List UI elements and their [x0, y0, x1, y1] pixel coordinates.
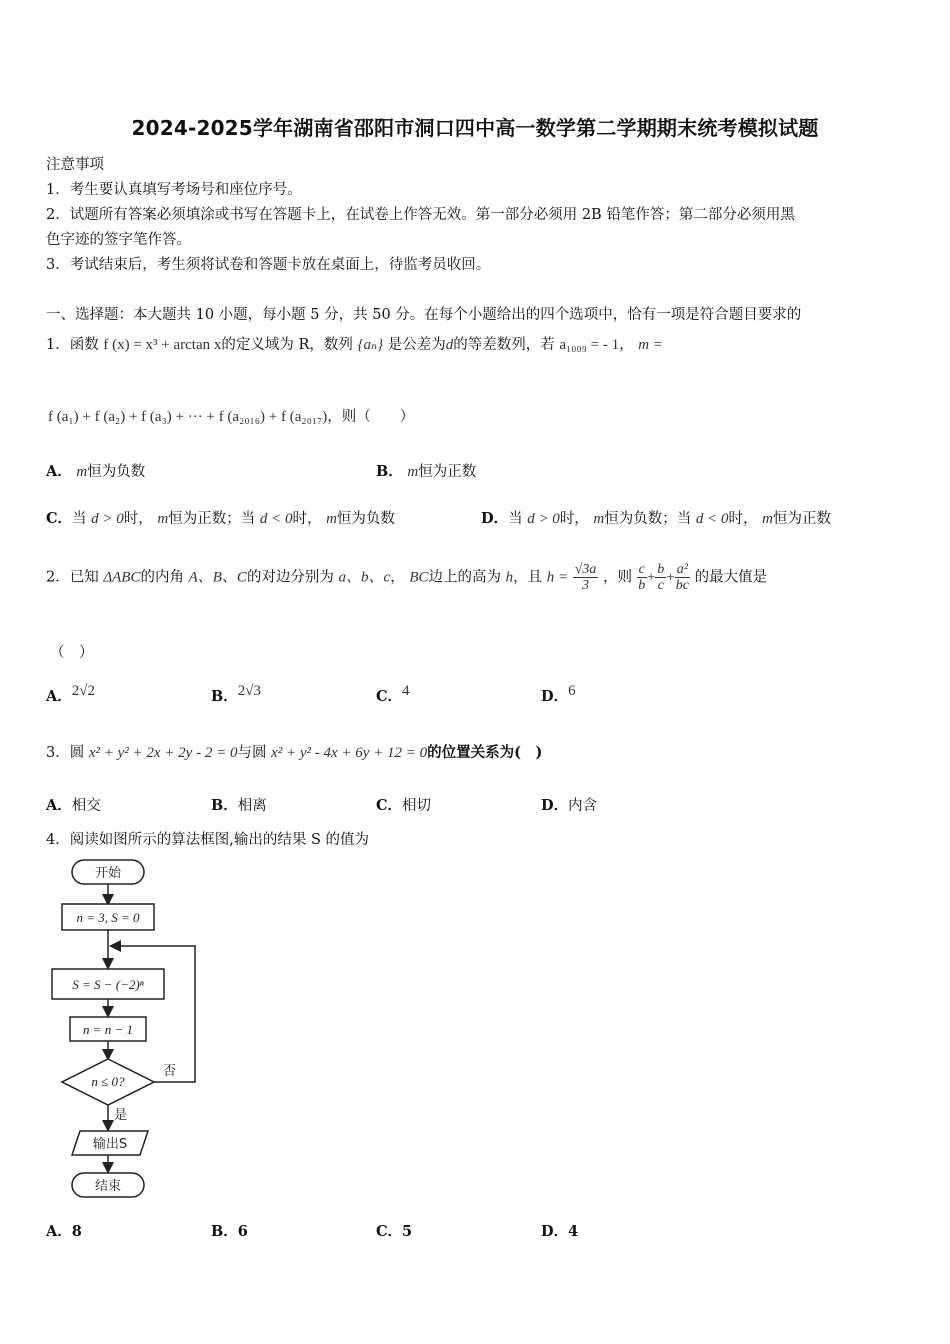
q1-sequence: {aₙ} [357, 337, 384, 353]
q4-option-b[interactable]: B．6 [211, 1223, 248, 1240]
section-header: 一、选择题：本大题共 10 小题，每小题 5 分，共 50 分。在每个小题给出的四个选项中，恰有一项是符合题目要求的 [46, 307, 802, 323]
q3-circle-1: x² + y² + 2x + 2y - 2 = 0 [88, 745, 238, 761]
notice-heading: 注意事项 [46, 157, 104, 173]
question-4-stem: 4．阅读如图所示的算法框图,输出的结果 S 的值为 [46, 832, 369, 848]
q2-option-b[interactable]: B．2√3 [211, 683, 261, 705]
q3-circle-2: x² + y² - 4x + 6y + 12 = 0 [271, 745, 428, 761]
q1-number: 1． [46, 337, 70, 353]
flow-loop-arrow [112, 946, 195, 1082]
q4-option-c[interactable]: C．5 [376, 1223, 413, 1240]
q1-d: d [445, 337, 454, 353]
flow-update-label: S = S − (−2)ⁿ [72, 977, 144, 992]
q1-function: f (x) = x³ + arctan x [103, 337, 222, 353]
q3-option-c[interactable]: C．相切 [376, 797, 432, 814]
q2-height-fraction: $\frac{√3a}{3}$ [574, 562, 597, 593]
notice-item-2-cont: 色字迹的签字笔作答。 [46, 232, 191, 248]
q2-fraction-b-c: $\frac{b}{c}$ [657, 562, 665, 593]
q1-option-d[interactable]: D．当 d > 0时， m恒为负数；当 d < 0时， m恒为正数 [481, 510, 831, 527]
q1-option-a[interactable]: A． m恒为负数 [46, 463, 146, 480]
q3-option-d[interactable]: D．内含 [541, 797, 598, 814]
page-title: 2024-2025学年湖南省邵阳市洞口四中高一数学第二学期期末统考模拟试题 [131, 116, 819, 140]
flow-decision-label: n ≤ 0? [91, 1074, 125, 1089]
flow-decrement-label: n = n − 1 [82, 1022, 134, 1037]
flow-no-label: 否 [163, 1064, 177, 1079]
q2-fraction-c-b: $\frac{c}{b}$ [638, 562, 646, 593]
flowchart [50, 855, 210, 1205]
q3-option-b[interactable]: B．相离 [211, 797, 267, 814]
q2-option-d[interactable]: D．6 [541, 683, 576, 705]
flow-yes-label: 是 [114, 1108, 128, 1123]
notice-item-2: 2．试题所有答案必须填涂或书写在答题卡上，在试卷上作答无效。第一部分必须用 2B 铅笔作答；第二部分必须用黑 [46, 207, 795, 223]
q2-option-c[interactable]: C．4 [376, 683, 410, 705]
question-3-stem: 3．圆 x² + y² + 2x + 2y - 2 = 0与圆 x² + y² - 4x + 6y + 12 = 0的位置关系为( ) [46, 744, 543, 761]
q1-sum-expression: f (a₁) + f (a₂) + f (a₃) + ··· + f (a₂₀₁₆) + f (a₂₀₁₇) [48, 409, 328, 425]
question-2-stem: 2．已知 ΔABC的内角 A、B、C的对边分别为 a、b、c， BC边上的高为 h，且 h = $\frac{√3a}{3}$ ，则 $\frac{c}{b}$ + $\frac{b}{c}$ + $\frac{\text{a²}}{bc}$ 的最大值是 [46, 562, 768, 593]
q4-option-a[interactable]: A．8 [46, 1223, 82, 1240]
q2-fraction-a2-bc: $\frac{\text{a²}}{bc}$ [675, 562, 689, 593]
flow-end-label: 结束 [94, 1179, 122, 1194]
q2-answer-paren: （ ） [50, 645, 94, 661]
q3-option-a[interactable]: A．相交 [46, 797, 101, 814]
q1-m: m = [638, 337, 663, 353]
question-1-sum: f (a₁) + f (a₂) + f (a₃) + ··· + f (a₂₀₁₆) + f (a₂₀₁₇)，则（ ） [48, 409, 415, 425]
flow-output-label: 输出S [92, 1137, 128, 1152]
notice-item-3: 3．考试结束后，考生须将试卷和答题卡放在桌面上，待监考员收回。 [46, 257, 491, 273]
notice-item-1: 1．考生要认真填写考场号和座位序号。 [46, 182, 302, 198]
q1-option-b[interactable]: B． m恒为正数 [376, 463, 477, 480]
flow-init-label: n = 3, S = 0 [76, 910, 140, 925]
question-1-stem: 1．函数 f (x) = x³ + arctan x的定义域为 R，数列 {aₙ} 是公差为d的等差数列，若 a₁₀₀₉ = - 1， m = [46, 337, 663, 353]
q4-option-d[interactable]: D．4 [541, 1223, 579, 1240]
q3-number: 3． [46, 745, 70, 761]
q2-option-a[interactable]: A．2√2 [46, 683, 95, 705]
q1-option-c[interactable]: C．当 d > 0时， m恒为正数；当 d < 0时， m恒为负数 [46, 510, 395, 527]
q2-number: 2． [46, 569, 70, 586]
flow-start-label: 开始 [94, 866, 122, 881]
q4-number: 4． [46, 832, 70, 848]
q1-condition: a₁₀₀₉ = - 1 [559, 337, 620, 353]
